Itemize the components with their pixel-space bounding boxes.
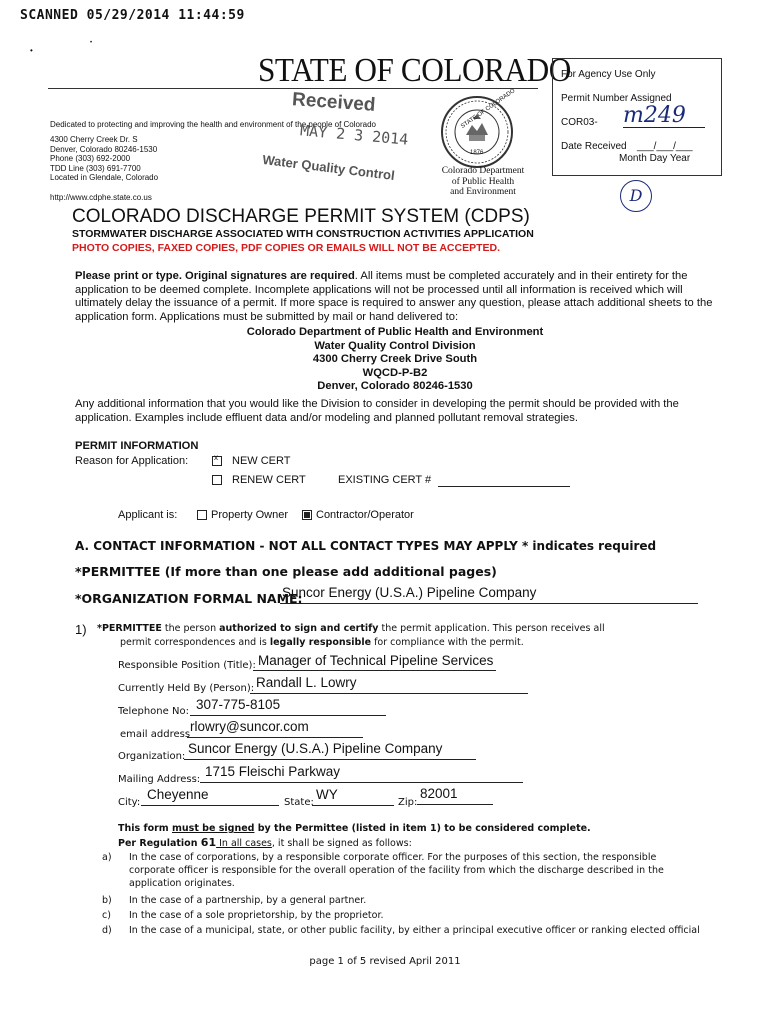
permit-number-handwritten: m249 [623,105,705,128]
speck: • [30,46,33,55]
instructions-paragraph [75,270,715,324]
instructions-lead: Please print or type. Original signatures are required [75,270,355,282]
renew-cert-label: RENEW CERT [232,474,306,486]
circled-letter: D [629,186,643,205]
renew-cert-option[interactable] [212,474,306,486]
email-line [187,737,363,738]
permit-number-label: Permit Number Assigned [561,93,672,104]
position-label: Responsible Position (Title): [118,660,256,671]
position-line [253,670,496,671]
sign-underlined: must be signed [172,823,255,834]
department-name [428,166,538,198]
renew-cert-checkbox[interactable] [212,475,222,485]
mail-line: 4300 Cherry Creek Drive South [312,353,478,365]
mail-line: WQCD-P-B2 [362,366,428,379]
state-title: STATE OF COLORADO [258,52,571,89]
received-stamp: Received [291,89,377,116]
city-line [141,805,279,806]
sign-text: This form [118,823,173,834]
email-value[interactable]: rlowry@suncor.com [190,719,309,734]
seal-text: STATE OF COLORADO [460,88,517,130]
list-mark: b) [102,895,112,906]
new-cert-option[interactable] [212,455,290,467]
organization-line [184,759,476,760]
mail-line: Colorado Department of Public Health and Environment [246,326,544,338]
agency-title: For Agency Use Only [561,69,656,80]
desc-bold: authorized to sign and certify [219,623,379,634]
position-value[interactable]: Manager of Technical Pipeline Services [258,653,494,668]
zip-value[interactable]: 82001 [420,786,458,801]
org-formal-name-line [280,603,698,604]
phone-line [190,715,386,716]
new-cert-label: NEW CERT [232,455,291,467]
regulation-line [118,836,412,850]
existing-cert-field[interactable] [438,486,570,487]
list-item: In the case of a municipal, state, or other public facility, by either a principal executive officer or ranking elected official [129,925,700,936]
desc-text: the person [161,623,220,634]
zip-label: Zip: [398,797,418,808]
org-formal-name-label: *ORGANIZATION FORMAL NAME: [75,591,303,606]
person-value[interactable]: Randall L. Lowry [256,675,357,690]
property-owner-label: Property Owner [211,509,289,521]
received-division: Water Quality Control [261,151,396,184]
state-seal-icon [440,95,514,169]
applicant-label: Applicant is: [118,509,178,521]
existing-cert-label: EXISTING CERT # [338,474,432,486]
dedication-text: Dedicated to protecting and improving the health and environment of the people of Colorado [50,120,376,129]
permittee-term: *PERMITTEE [97,623,162,634]
state-label: State: [284,797,314,808]
state-value[interactable]: WY [316,787,338,802]
scan-stamp: SCANNED 05/29/2014 11:44:59 [20,8,245,23]
property-owner-option[interactable] [197,509,288,521]
signing-requirement [118,822,591,835]
desc-text: permit correspondences and is [120,637,270,648]
dept-line: and Environment [450,187,516,197]
desc-text: for compliance with the permit. [371,637,524,648]
date-received-field[interactable]: ___/___/___ [637,141,693,152]
contractor-label: Contractor/Operator [316,509,414,521]
form-subtitle: STORMWATER DISCHARGE ASSOCIATED WITH CONSTRUCTION ACTIVITIES APPLICATION [72,228,534,240]
mailing-address-block [75,326,715,394]
date-parts-label: Month Day Year [619,153,691,164]
reg-underlined: In all cases [216,838,272,849]
mailing-address-line [200,782,523,783]
permit-prefix: COR03- [561,117,598,128]
desc-text: the permit application. This person receives all [378,623,605,634]
additional-info-paragraph: Any additional information that you would like the Division to consider in developing the permit should be provided with the application. Examples include effluent data and/or modeling and planned pollutant removal strategies. [75,398,679,424]
form-title: COLORADO DISCHARGE PERMIT SYSTEM (CDPS) [72,206,530,227]
permit-info-heading: PERMIT INFORMATION [75,440,199,452]
permittee-description-2 [120,636,524,649]
city-label: City: [118,797,141,808]
desc-bold: legally responsible [269,637,372,648]
received-date: MAY 2 3 2014 [299,121,409,149]
organization-value[interactable]: Suncor Energy (U.S.A.) Pipeline Company [188,741,443,756]
website-link[interactable]: http://www.cdphe.state.co.us [50,193,152,202]
list-mark: c) [102,910,111,921]
circled-mark [620,180,652,212]
address-line: Denver, Colorado 80246-1530 [50,144,158,154]
item-number: 1) [75,622,87,637]
org-formal-name-value[interactable]: Suncor Energy (U.S.A.) Pipeline Company [282,585,537,600]
copy-warning: PHOTO COPIES, FAXED COPIES, PDF COPIES OR EMAILS WILL NOT BE ACCEPTED. [72,242,501,254]
contractor-checkbox[interactable] [302,510,312,520]
mail-line: Water Quality Control Division [314,339,476,352]
speck: • [90,40,93,46]
address-line: Located in Glendale, Colorado [50,173,159,182]
zip-line [417,804,493,805]
seal-year: 1876 [470,150,484,156]
phone-label: Telephone No: [118,706,189,717]
permittee-description [97,622,657,635]
permittee-heading: *PERMITTEE (If more than one please add additional pages) [75,564,497,579]
address-line: 4300 Cherry Creek Dr. S [50,135,138,144]
list-item: In the case of a sole proprietorship, by the proprietor. [129,910,384,921]
organization-label: Organization: [118,751,186,762]
reg-number: 61 [200,836,217,849]
mailing-address-label: Mailing Address: [118,774,201,785]
reg-text: , it shall be signed as follows: [271,838,412,849]
person-label: Currently Held By (Person): [118,683,255,694]
list-mark: d) [102,925,112,936]
list-mark: a) [102,852,112,863]
city-value[interactable]: Cheyenne [147,787,209,802]
contractor-option[interactable] [302,509,414,521]
address-line: TDD Line (303) 691-7700 [50,163,141,173]
property-owner-checkbox[interactable] [197,510,207,520]
address-line: Phone (303) 692-2000 [50,154,131,163]
page-footer: page 1 of 5 revised April 2011 [309,956,461,967]
mailing-address-value[interactable]: 1715 Fleischi Parkway [205,764,341,779]
list-item: In the case of a partnership, by a general partner. [129,895,367,906]
address-block [50,135,158,183]
mail-line: Denver, Colorado 80246-1530 [317,380,473,392]
agency-use-box [552,58,722,176]
person-line [250,693,528,694]
state-line [312,805,394,806]
list-item: In the case of corporations, by a responsible corporate officer. For the purposes of this section, the responsible corporate officer is responsible for the overall operation of the facility from which the discharge described in the application originates. [129,852,664,889]
phone-value[interactable]: 307-775-8105 [196,697,281,712]
email-label: email address [120,729,191,740]
instructions-body: . All items must be completed accurately and in their entirety for the application to be deemed complete. Incomplete applications will not be processed until all information is received which will ultimately delay the issuance of a permit. If more space is required to answer any question, please attach additional sheets to the application form. Applications must be submitted by mail or hand delivered to: [75,270,713,323]
reason-label: Reason for Application: [75,455,189,467]
dept-line: of Public Health [451,176,515,187]
sign-text: by the Permittee (listed in item 1) to be considered complete. [254,823,591,834]
dept-line: Colorado Department [441,166,525,176]
date-received-label: Date Received [561,141,627,152]
section-a-heading: A. CONTACT INFORMATION - NOT ALL CONTACT TYPES MAY APPLY * indicates required [75,539,657,553]
new-cert-checkbox[interactable] [212,456,222,466]
reg-text: Per Regulation [118,838,201,849]
